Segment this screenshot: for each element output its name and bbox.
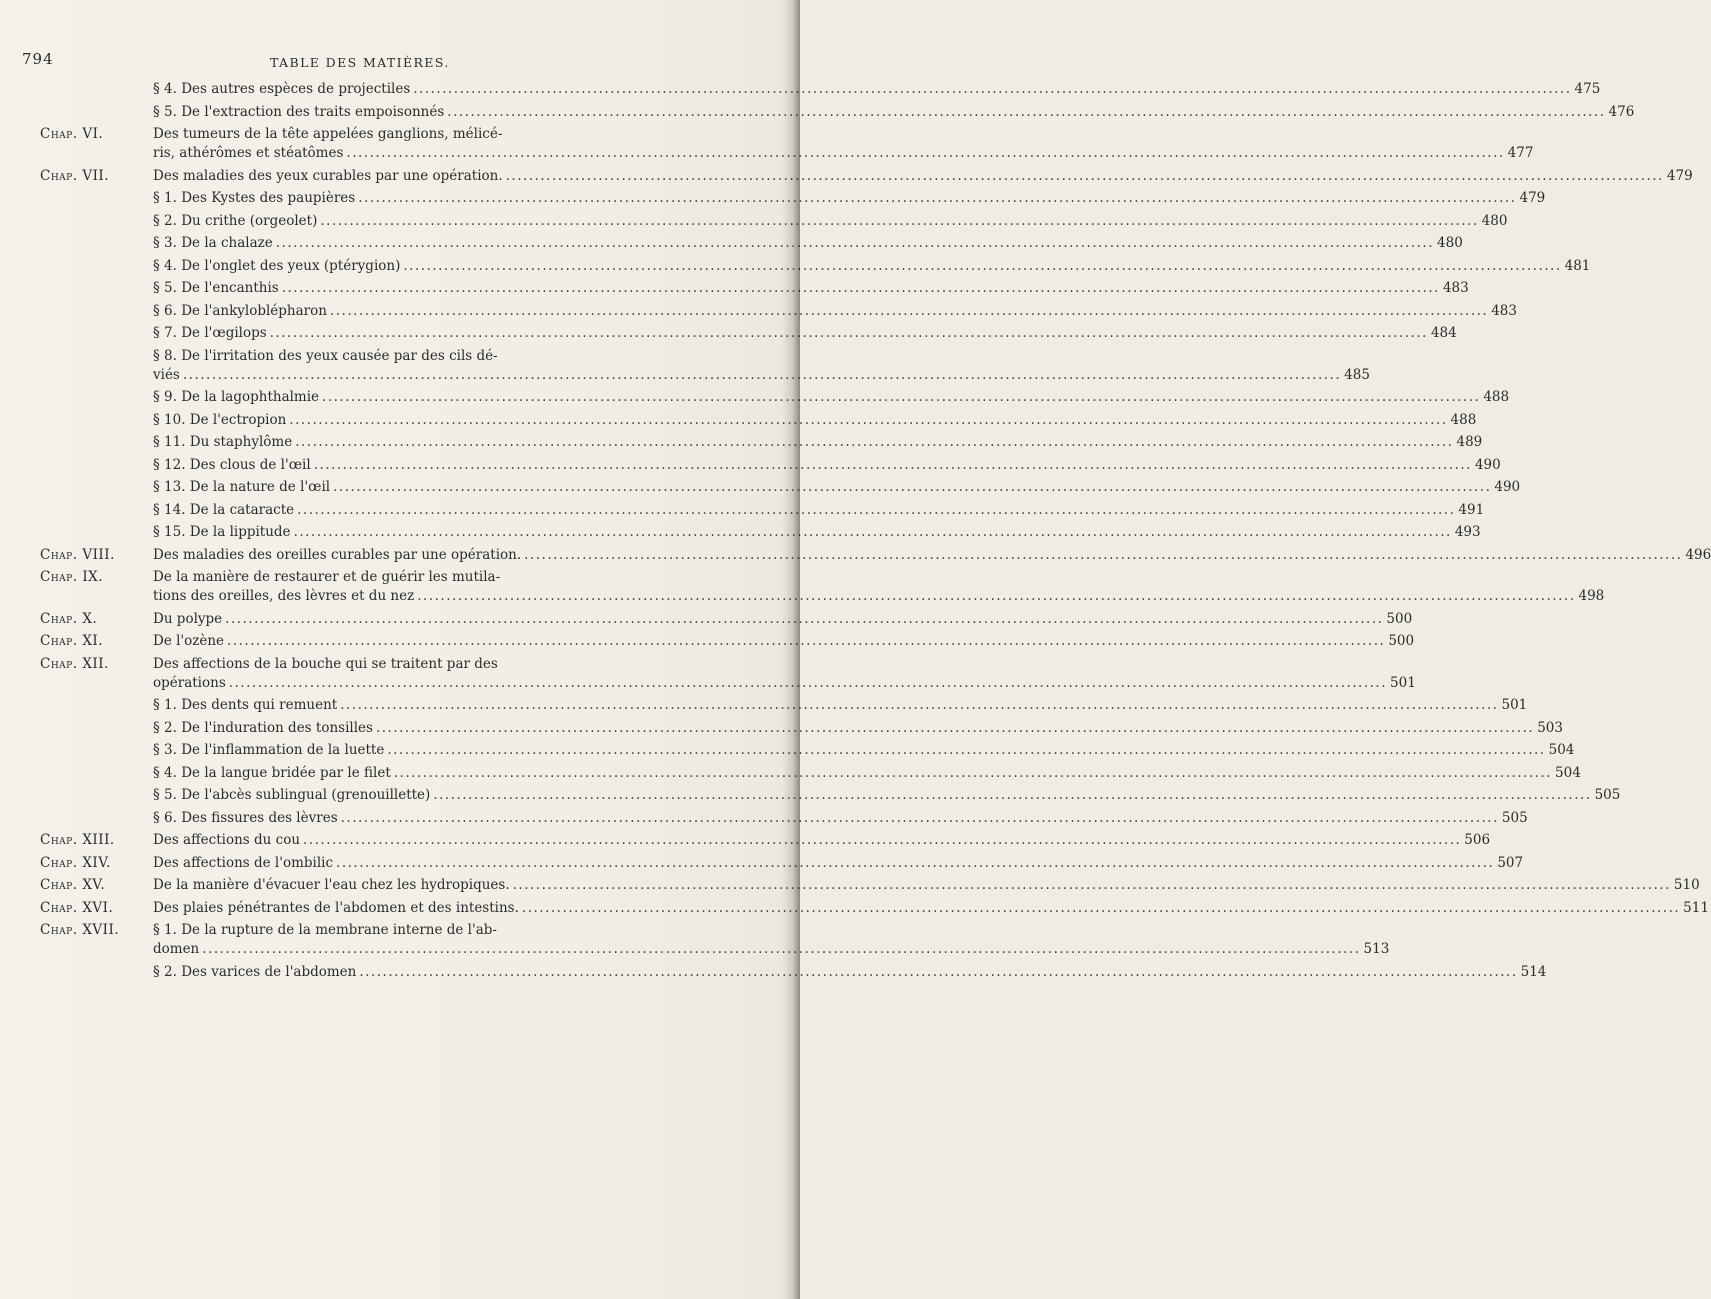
entry-page-number: 513: [1363, 941, 1390, 957]
entry-text: [153, 764, 1581, 783]
entry-page-number: 485: [1344, 366, 1370, 383]
toc-entry: [40, 125, 1534, 163]
leader-dots: [513, 876, 1671, 895]
toc-entry: [40, 610, 1413, 629]
toc-entry: [40, 831, 1491, 850]
toc-entry: [40, 279, 1469, 298]
entry-page-number: 496: [1685, 546, 1711, 563]
entry-line: Des tumeurs de la tête appelées ganglions, mélicé-: [153, 126, 503, 142]
entry-page-number: 480: [1437, 235, 1463, 251]
entry-line: Des affections de l'ombilic: [153, 854, 334, 871]
entry-page-number: 514: [1520, 963, 1547, 980]
leader-dots: [295, 433, 1453, 452]
entry-line: § 5. De l'abcès sublingual (grenouillette): [153, 787, 431, 803]
entry-line: § 4. Des autres espèces de projectiles: [153, 81, 411, 97]
entry-page-number: 493: [1454, 524, 1481, 540]
entry-page-number: 501: [1390, 674, 1416, 691]
leader-dots: [413, 80, 1571, 99]
entry-line: § 5. De l'encanthis: [153, 280, 279, 296]
entry-page-number: 505: [1594, 787, 1621, 803]
entry-page-number: 488: [1483, 389, 1510, 405]
entry-text: [153, 741, 1574, 760]
toc-entry: [40, 189, 1546, 208]
toc-entry: [40, 696, 1528, 715]
chapter-label: Chap. VIII.: [40, 546, 115, 563]
entry-text: [153, 234, 1463, 253]
entry-line: § 14. De la cataracte: [153, 501, 295, 518]
toc-entry: [40, 921, 1390, 959]
leader-dots: [227, 632, 1385, 651]
toc-entry: [40, 786, 1621, 805]
leader-dots: [359, 963, 1517, 982]
entry-page-number: 477: [1507, 145, 1534, 161]
entry-text: [153, 212, 1507, 231]
toc-entry: [40, 854, 1524, 873]
leader-dots: [276, 234, 1434, 253]
entry-line: Des maladies des yeux curables par une opération.: [153, 167, 503, 184]
page-edge-shadow: [782, 0, 800, 1299]
toc-entry: [40, 655, 1416, 693]
entry-page-number: 504: [1548, 742, 1575, 758]
chapter-label: Chap. IX.: [40, 569, 104, 585]
toc-entry: [40, 212, 1508, 231]
toc-entry: [40, 302, 1517, 321]
entry-text: [153, 411, 1476, 430]
entry-page-number: 480: [1481, 212, 1508, 229]
entry-line: § 1. Des dents qui remuent: [153, 697, 338, 713]
toc-entry: [40, 433, 1483, 452]
entry-line: domen: [153, 941, 200, 957]
leader-dots: [341, 809, 1499, 828]
entry-page-number: 491: [1458, 501, 1485, 518]
toc-entry: [40, 963, 1547, 982]
entry-text: [153, 963, 1546, 982]
entry-line: § 10. De l'ectropion: [153, 411, 287, 428]
entry-text: [153, 80, 1600, 99]
toc-entry: [40, 347, 1370, 385]
table-of-contents: [40, 80, 1711, 985]
toc-entry: [40, 167, 1693, 186]
entry-text: [153, 478, 1520, 497]
entry-page-number: 500: [1386, 610, 1413, 627]
entry-line: tions des oreilles, des lèvres et du nez: [153, 588, 415, 604]
running-head: TABLE DES MATIÈRES.: [270, 55, 450, 70]
entry-page-number: 475: [1574, 81, 1601, 97]
toc-entry: [40, 501, 1485, 520]
entry-line: § 8. De l'irritation des yeux causée par des cils dé-: [153, 347, 498, 364]
leader-dots: [346, 144, 1504, 163]
entry-text: [153, 786, 1620, 805]
toc-entry: [40, 478, 1521, 497]
entry-line: De l'ozène: [153, 633, 225, 649]
entry-text: [153, 854, 1523, 873]
entry-page-number: 490: [1494, 479, 1521, 495]
entry-line: § 11. Du staphylôme: [153, 434, 293, 450]
leader-dots: [294, 523, 1452, 542]
entry-line: De la manière de restaurer et de guérir les mutila-: [153, 569, 501, 585]
entry-text: [153, 388, 1509, 407]
toc-entry: [40, 234, 1463, 253]
entry-line: § 5. De l'extraction des traits empoisonnés: [153, 103, 445, 120]
entry-page-number: 501: [1501, 697, 1528, 713]
leader-dots: [322, 388, 1480, 407]
entry-text: [153, 257, 1590, 276]
page-number: 794: [22, 50, 54, 68]
entry-text: [153, 501, 1484, 520]
leader-dots: [433, 786, 1591, 805]
entry-text: [153, 347, 1370, 385]
entry-page-number: 481: [1564, 257, 1591, 274]
entry-line: Du polype: [153, 610, 223, 627]
entry-page-number: 506: [1464, 832, 1491, 848]
chapter-label: Chap. XVI.: [40, 899, 114, 916]
entry-page-number: 476: [1608, 103, 1635, 120]
entry-text: [153, 809, 1528, 828]
entry-page-number: 511: [1683, 899, 1709, 916]
leader-dots: [314, 456, 1472, 475]
entry-line: § 3. De la chalaze: [153, 235, 273, 251]
toc-entry: [40, 456, 1501, 475]
entry-page-number: 489: [1456, 434, 1483, 450]
entry-text: [153, 921, 1389, 959]
entry-line: § 6. De l'ankyloblépharon: [153, 302, 327, 319]
toc-entry: [40, 546, 1711, 565]
entry-line: § 2. De l'induration des tonsilles: [153, 719, 373, 736]
entry-text: [153, 456, 1501, 475]
entry-text: [153, 696, 1527, 715]
entry-text: [153, 899, 1709, 918]
entry-line: § 2. Des varices de l'abdomen: [153, 963, 357, 980]
entry-line: § 9. De la lagophthalmie: [153, 389, 320, 405]
entry-page-number: 479: [1666, 167, 1693, 184]
leader-dots: [225, 610, 1383, 629]
toc-entry: [40, 103, 1635, 122]
entry-page-number: 490: [1474, 456, 1501, 473]
toc-entry: [40, 257, 1591, 276]
entry-line: De la manière d'évacuer l'eau chez les hydropiques.: [153, 877, 510, 893]
entry-page-number: 500: [1388, 633, 1415, 649]
chapter-label: Chap. XIV.: [40, 854, 111, 871]
entry-text: [153, 324, 1457, 343]
leader-dots: [282, 279, 1440, 298]
entry-text: [153, 302, 1517, 321]
toc-entry: [40, 324, 1457, 343]
toc-entry: [40, 411, 1477, 430]
leader-dots: [330, 302, 1488, 321]
entry-text: [153, 125, 1533, 163]
entry-page-number: 510: [1673, 877, 1700, 893]
toc-entry: [40, 876, 1700, 895]
chapter-label: Chap. XV.: [40, 877, 106, 893]
toc-entry: [40, 523, 1481, 542]
chapter-label: Chap. XI.: [40, 633, 104, 649]
entry-line: § 4. De l'onglet des yeux (ptérygion): [153, 257, 401, 274]
toc-entry: [40, 741, 1575, 760]
entry-line: Des affections de la bouche qui se traitent par des: [153, 655, 498, 672]
entry-text: [153, 167, 1693, 186]
entry-page-number: 483: [1491, 302, 1517, 319]
entry-page-number: 498: [1578, 588, 1605, 604]
leader-dots: [522, 899, 1680, 918]
leader-dots: [358, 189, 1516, 208]
entry-page-number: 507: [1497, 854, 1524, 871]
entry-page-number: 503: [1537, 719, 1563, 736]
entry-text: [153, 279, 1469, 298]
toc-entry: [40, 764, 1581, 783]
entry-line: § 3. De l'inflammation de la luette: [153, 742, 385, 758]
entry-text: [153, 719, 1563, 738]
chapter-label: Chap. VI.: [40, 126, 104, 142]
chapter-label: Chap. X.: [40, 610, 98, 627]
toc-entry: [40, 80, 1601, 99]
chapter-label: Chap. VII.: [40, 167, 110, 184]
entry-line: § 13. De la nature de l'œil: [153, 479, 331, 495]
entry-line: ris, athérômes et stéatômes: [153, 145, 344, 161]
leader-dots: [403, 257, 1561, 276]
entry-line: § 15. De la lippitude: [153, 524, 291, 540]
entry-line: Des affections du cou: [153, 832, 301, 848]
entry-line: § 7. De l'œgilops: [153, 325, 267, 341]
entry-page-number: 484: [1430, 325, 1457, 341]
leader-dots: [320, 212, 1478, 231]
leader-dots: [376, 719, 1534, 738]
leader-dots: [270, 324, 1428, 343]
leader-dots: [417, 587, 1575, 606]
leader-dots: [333, 478, 1491, 497]
entry-text: [153, 876, 1700, 895]
entry-line: viés: [153, 366, 180, 383]
leader-dots: [506, 167, 1664, 186]
leader-dots: [289, 411, 1447, 430]
entry-text: [153, 103, 1634, 122]
leader-dots: [183, 366, 1341, 385]
entry-line: § 1. Des Kystes des paupières: [153, 190, 356, 206]
chapter-label: Chap. XIII.: [40, 832, 115, 848]
toc-entry: [40, 568, 1605, 606]
entry-text: [153, 189, 1545, 208]
toc-entry: [40, 809, 1528, 828]
entry-line: Des plaies pénétrantes de l'abdomen et des intestins.: [153, 899, 519, 916]
leader-dots: [524, 546, 1682, 565]
entry-text: [153, 831, 1490, 850]
toc-entry: [40, 899, 1709, 918]
chapter-label: Chap. XII.: [40, 655, 109, 672]
toc-entry: [40, 632, 1415, 651]
entry-line: Des maladies des oreilles curables par une opération.: [153, 546, 522, 563]
leader-dots: [336, 854, 1494, 873]
entry-text: [153, 523, 1481, 542]
chapter-label: Chap. XVII.: [40, 922, 120, 938]
entry-line: § 4. De la langue bridée par le filet: [153, 764, 391, 781]
leader-dots: [387, 741, 1545, 760]
leader-dots: [447, 103, 1605, 122]
entry-page-number: 488: [1450, 411, 1477, 428]
entry-page-number: 505: [1501, 809, 1528, 826]
entry-text: [153, 433, 1482, 452]
entry-text: [153, 568, 1604, 606]
leader-dots: [297, 501, 1455, 520]
entry-line: § 2. Du crithe (orgeolet): [153, 212, 318, 229]
entry-page-number: 479: [1519, 190, 1546, 206]
entry-text: [153, 546, 1711, 565]
leader-dots: [340, 696, 1498, 715]
entry-page-number: 483: [1442, 280, 1469, 296]
entry-page-number: 504: [1555, 764, 1581, 781]
entry-line: § 1. De la rupture de la membrane interne de l'ab-: [153, 922, 497, 938]
leader-dots: [303, 831, 1461, 850]
toc-entry: [40, 719, 1563, 738]
toc-entry: [40, 388, 1510, 407]
entry-line: opérations: [153, 674, 226, 691]
entry-line: § 12. Des clous de l'œil: [153, 456, 311, 473]
leader-dots: [394, 764, 1552, 783]
leader-dots: [229, 674, 1387, 693]
entry-line: § 6. Des fissures des lèvres: [153, 809, 338, 826]
